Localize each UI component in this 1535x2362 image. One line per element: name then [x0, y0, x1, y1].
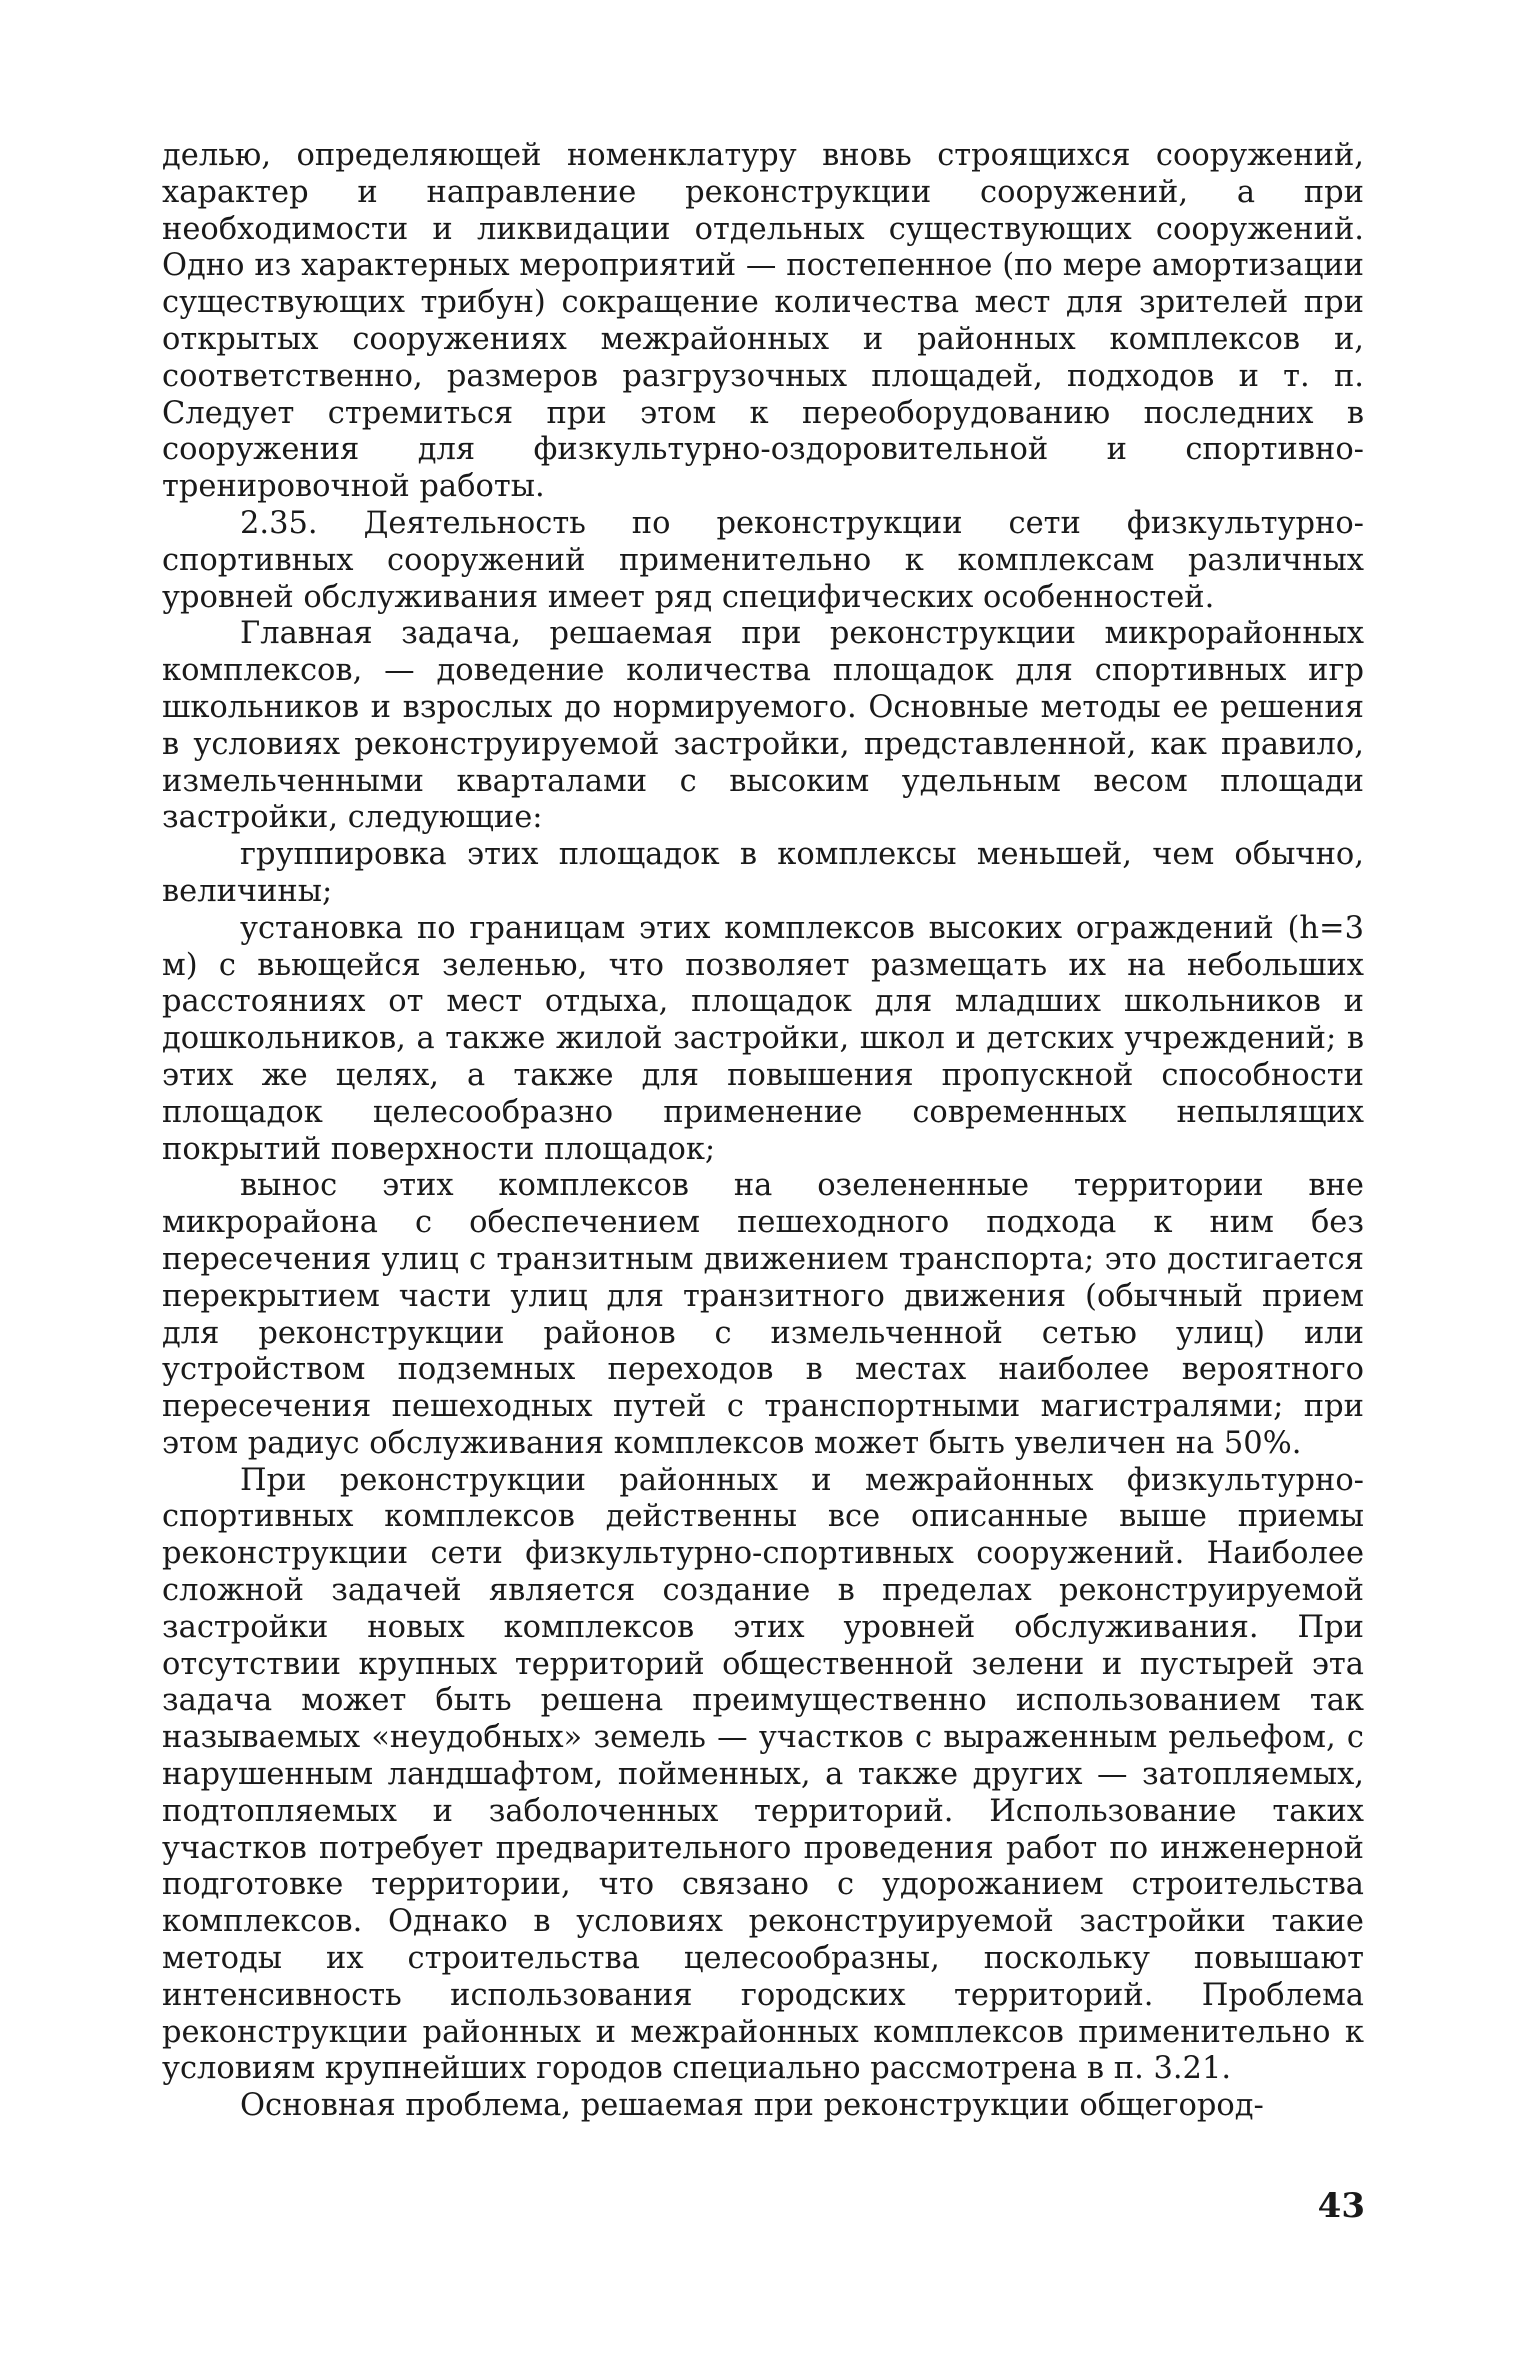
list-item-grouping: группировка этих площадок в комплексы меньшей, чем обычно, величины;: [162, 837, 1364, 909]
page-body: [162, 138, 1364, 2125]
paragraph-district-complexes: При реконструкции районных и межрайонных физкультурно-спортивных комплексов действенны все описанные выше приемы реконструкции сети физкультурно-спортивных сооружений. Наиболее сложной задачей является создание в пределах реконструируемой застройки новых комплексов этих уровней обслуживания. При отсутствии крупных территорий общественной зелени и пустырей эта задача может быть решена преимущественно использованием так называемых «неудобных» земель — участков с выраженным рельефом, с нарушенным ландшафтом, пойменных, а также других — затопляемых, подтопляемых и заболоченных территорий. Использование таких участков потребует предварительного проведения работ по инженерной подготовке территории, что связано с удорожанием строительства комплексов. Однако в условиях реконструируемой застройки такие методы их строительства целесообразны, поскольку повышают интенсивность использования городских территорий. Проблема реконструкции районных и межрайонных комплексов применительно к условиям крупнейших городов специально рассмотрена в п. 3.21.: [162, 1462, 1364, 2087]
paragraph-main-task: Главная задача, решаемая при реконструкции микрорайонных комплексов, — доведение количества площадок для спортивных игр школьников и взрослых до нормируемого. Основные методы ее решения в условиях реконструируемой застройки, представленной, как правило, измельченными кварталами с высоким удельным весом площади застройки, следующие:: [162, 616, 1364, 836]
paragraph-continuation: делью, определяющей номенклатуру вновь строящихся сооружений, характер и направление реконструкции сооружений, а при необходимости и ликвидации отдельных существующих сооружений. Одно из характерных мероприятий — постепенное (по мере амортизации существующих трибун) сокращение количества мест для зрителей при открытых сооружениях межрайонных и районных комплексов и, соответственно, размеров разгрузочных площадей, подходов и т. п. Следует стремиться при этом к переоборудованию последних в сооружения для физкультурно-оздоровительной и спортивно-тренировочной работы.: [162, 138, 1364, 505]
paragraph-main-problem: Основная проблема, решаемая при реконструкции общегород-: [240, 2088, 1264, 2124]
list-item-fencing: установка по границам этих комплексов высоких ограждений (h=3 м) с вьющейся зеленью, что позволяет размещать их на небольших расстояниях от мест отдыха, площадок для младших школьников и дошкольников, а также жилой застройки, школ и детских учреждений; в этих же целях, а также для повышения пропускной способности площадок целесообразно применение современных непылящих покрытий поверхности площадок;: [162, 910, 1364, 1167]
paragraph-section-2-35: 2.35. Деятельность по реконструкции сети физкультурно-спортивных сооружений применительно к комплексам различных уровней обслуживания имеет ряд специфических особенностей.: [162, 505, 1364, 615]
list-item-relocation: вынос этих комплексов на озелененные территории вне микрорайона с обеспечением пешеходного подхода к ним без пересечения улиц с транзитным движением транспорта; это достигается перекрытием части улиц для транзитного движения (обычный прием для реконструкции районов с измельченной сетью улиц) или устройством подземных переходов в местах наиболее вероятного пересечения пешеходных путей с транспортными магистралями; при этом радиус обслуживания комплексов может быть увеличен на 50%.: [162, 1168, 1364, 1461]
page-number: 43: [1317, 2186, 1365, 2226]
